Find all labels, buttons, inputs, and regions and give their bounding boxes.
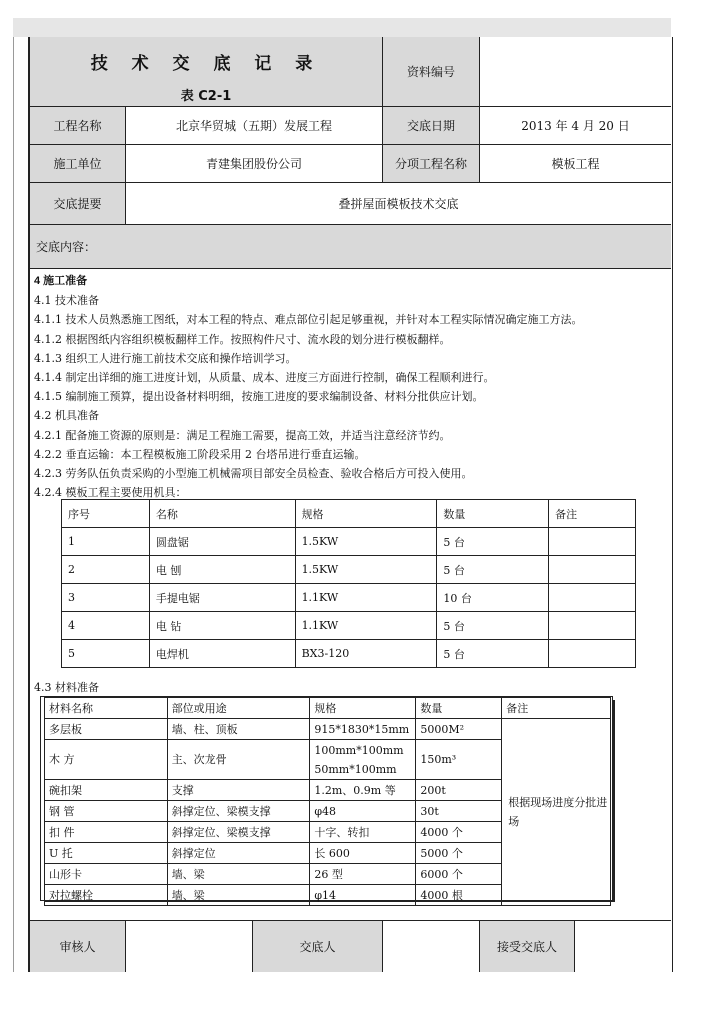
form-title: 技 术 交 底 记 录 bbox=[90, 54, 322, 74]
materials-heading: 4.3 材料准备 bbox=[34, 681, 99, 694]
table-header-cell: 材料名称 bbox=[45, 698, 168, 719]
content-line: 4.2.2 垂直运输：本工程模板施工阶段采用 2 台塔吊进行垂直运输。 bbox=[34, 447, 366, 461]
table-header-row bbox=[45, 698, 611, 719]
table-cell: 斜撑定位 bbox=[167, 843, 310, 864]
discloser-label: 交底人 bbox=[253, 920, 383, 972]
table-cell: 5 台 bbox=[437, 640, 549, 668]
table-cell: 5 台 bbox=[437, 556, 549, 584]
form-code: 表 C2-1 bbox=[180, 89, 232, 104]
content-line: 4.1 技术准备 bbox=[34, 294, 99, 308]
unit-value: 青建集团股份公司 bbox=[126, 145, 383, 183]
content-line: 4 施工准备 bbox=[34, 275, 88, 287]
content-line: 4.2 机具准备 bbox=[34, 409, 99, 423]
table-cell: 10 台 bbox=[437, 584, 549, 612]
table-header-cell: 序号 bbox=[62, 500, 150, 528]
summary-label: 交底提要 bbox=[30, 183, 126, 225]
receiver-label: 接受交底人 bbox=[480, 920, 575, 972]
wood-spec-line-1: 100mm*100mm bbox=[314, 743, 404, 757]
table-cell: 1.2m、0.9m 等 bbox=[310, 780, 416, 801]
table-cell: 墙、梁 bbox=[167, 885, 310, 906]
table-header-row bbox=[62, 500, 636, 528]
content-line: 4.2.3 劳务队伍负责采购的小型施工机械需项目部安全员检查、验收合格后方可投入使用。 bbox=[34, 466, 473, 480]
table-cell: 电 钻 bbox=[149, 612, 295, 640]
table-cell: 4000 根 bbox=[416, 885, 502, 906]
page-top-band bbox=[13, 18, 671, 37]
table-cell: 1 bbox=[62, 528, 150, 556]
table-cell bbox=[549, 556, 636, 584]
table-cell: 钢 管 bbox=[45, 801, 168, 822]
table-cell: 2 bbox=[62, 556, 150, 584]
reviewer-value[interactable] bbox=[126, 920, 253, 972]
content-label: 交底内容： bbox=[30, 225, 671, 269]
table-cell: 斜撑定位、梁模支撑 bbox=[167, 801, 310, 822]
project-label: 工程名称 bbox=[30, 107, 126, 145]
table-cell: 斜撑定位、梁模支撑 bbox=[167, 822, 310, 843]
disclosure-content bbox=[34, 272, 664, 502]
table-header-cell: 名称 bbox=[149, 500, 295, 528]
table-cell: 山形卡 bbox=[45, 864, 168, 885]
table-cell bbox=[549, 528, 636, 556]
table-cell: 多层板 bbox=[45, 719, 168, 740]
table-cell bbox=[549, 612, 636, 640]
subproject-value: 模板工程 bbox=[480, 145, 671, 183]
left-margin-rule bbox=[13, 37, 14, 972]
content-line: 4.1.4 制定出详细的施工进度计划，从质量、成本、进度三方面进行控制，确保工程顺利进行。 bbox=[34, 370, 495, 384]
project-value: 北京华贸城（五期）发展工程 bbox=[126, 107, 383, 145]
table-cell bbox=[310, 740, 416, 780]
table-cell: 1.1KW bbox=[295, 584, 437, 612]
table-cell: 30t bbox=[416, 801, 502, 822]
table-header-cell: 数量 bbox=[437, 500, 549, 528]
content-line: 4.2.1 配备施工资源的原则是：满足工程施工需要，提高工效，并适当注意经济节约。 bbox=[34, 428, 451, 442]
content-line: 4.2.4 模板工程主要使用机具： bbox=[34, 486, 187, 500]
table-cell: 对拉螺栓 bbox=[45, 885, 168, 906]
table-cell: 5000 个 bbox=[416, 843, 502, 864]
table-cell: 电 刨 bbox=[149, 556, 295, 584]
unit-label: 施工单位 bbox=[30, 145, 126, 183]
table-cell: 十字、转扣 bbox=[310, 822, 416, 843]
materials-note: 根据现场进度分批进场 bbox=[502, 719, 611, 906]
table-cell: φ14 bbox=[310, 885, 416, 906]
table-cell: 915*1830*15mm bbox=[310, 719, 416, 740]
table-cell: 墙、柱、顶板 bbox=[167, 719, 310, 740]
table-row bbox=[62, 640, 636, 668]
date-value: 2013 年 4 月 20 日 bbox=[480, 107, 671, 145]
table-row bbox=[62, 612, 636, 640]
receiver-value[interactable] bbox=[575, 920, 671, 972]
summary-value: 叠拼屋面模板技术交底 bbox=[126, 183, 671, 225]
table-cell: 长 600 bbox=[310, 843, 416, 864]
materials-table bbox=[44, 697, 611, 906]
table-cell: BX3-120 bbox=[295, 640, 437, 668]
table-cell: 26 型 bbox=[310, 864, 416, 885]
subproject-label: 分项工程名称 bbox=[383, 145, 480, 183]
table-cell: 4000 个 bbox=[416, 822, 502, 843]
table-header-cell: 规格 bbox=[295, 500, 437, 528]
content-line: 4.1.2 根据图纸内容组织模板翻样工作。按照构件尺寸、流水段的划分进行模板翻样。 bbox=[34, 332, 451, 346]
doc-no-value[interactable] bbox=[480, 37, 671, 107]
table-header-cell: 数量 bbox=[416, 698, 502, 719]
table-header-cell: 部位或用途 bbox=[167, 698, 310, 719]
table-cell: 200t bbox=[416, 780, 502, 801]
table-row bbox=[62, 528, 636, 556]
table-cell: 电焊机 bbox=[149, 640, 295, 668]
table-cell bbox=[549, 640, 636, 668]
table-cell: 150m³ bbox=[416, 740, 502, 780]
table-cell: 手提电锯 bbox=[149, 584, 295, 612]
reviewer-label: 审核人 bbox=[30, 920, 126, 972]
table-cell: 墙、梁 bbox=[167, 864, 310, 885]
wood-spec-line-2: 50mm*100mm bbox=[314, 762, 397, 776]
date-label: 交底日期 bbox=[383, 107, 480, 145]
table-header-cell: 备注 bbox=[549, 500, 636, 528]
table-cell: 4 bbox=[62, 612, 150, 640]
table-cell: 主、次龙骨 bbox=[167, 740, 310, 780]
table-cell: 木 方 bbox=[45, 740, 168, 780]
table-header-cell: 备注 bbox=[502, 698, 611, 719]
table-row bbox=[45, 719, 611, 740]
table-cell: 5000M² bbox=[416, 719, 502, 740]
table-cell: 3 bbox=[62, 584, 150, 612]
table-cell: φ48 bbox=[310, 801, 416, 822]
table-cell: 扣 件 bbox=[45, 822, 168, 843]
table-cell: 碗扣架 bbox=[45, 780, 168, 801]
table-row bbox=[62, 584, 636, 612]
table-cell: 支撑 bbox=[167, 780, 310, 801]
content-line: 4.1.5 编制施工预算，提出设备材料明细，按施工进度的要求编制设备、材料分批供应计划。 bbox=[34, 390, 484, 404]
tools-table bbox=[61, 499, 636, 668]
table-cell: 1.5KW bbox=[295, 556, 437, 584]
table-cell: 1.1KW bbox=[295, 612, 437, 640]
table-cell: 5 台 bbox=[437, 612, 549, 640]
materials-shadow-right bbox=[613, 700, 615, 902]
doc-no-label: 资料编号 bbox=[383, 37, 480, 107]
table-cell bbox=[549, 584, 636, 612]
content-line: 4.1.3 组织工人进行施工前技术交底和操作培训学习。 bbox=[34, 351, 297, 365]
table-cell: 1.5KW bbox=[295, 528, 437, 556]
table-row bbox=[62, 556, 636, 584]
discloser-value[interactable] bbox=[383, 920, 480, 972]
table-cell: 5 bbox=[62, 640, 150, 668]
table-header-cell: 规格 bbox=[310, 698, 416, 719]
table-cell: U 托 bbox=[45, 843, 168, 864]
table-cell: 6000 个 bbox=[416, 864, 502, 885]
table-cell: 圆盘锯 bbox=[149, 528, 295, 556]
title-block bbox=[30, 37, 383, 107]
content-line: 4.1.1 技术人员熟悉施工图纸，对本工程的特点、难点部位引起足够重视，并针对本工程实际情况确定施工方法。 bbox=[34, 313, 583, 327]
table-cell: 5 台 bbox=[437, 528, 549, 556]
